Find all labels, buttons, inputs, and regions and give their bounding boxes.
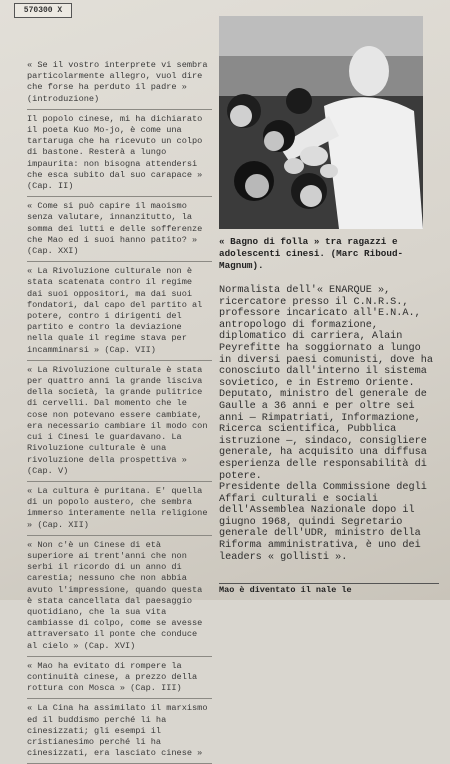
quote-item: « Mao ha evitato di rompere la continuità cinese, a prezzo della rottura con Mosca » (Cap. III): [27, 661, 212, 700]
bio-paragraph: Presidente della Commissione degli Affari culturali e sociali dell'Assemblea Nazionale dopo il giugno 1968, quindi Segretario generale dell'UDR, ministro della Riforma amministrativa, è uno dei leaders « gollisti ».: [219, 482, 427, 563]
photo-caption: « Bagno di folla » tra ragazzi e adolescenti cinesi. (Marc Riboud-Magnum).: [219, 236, 404, 271]
quotes-column: [27, 60, 212, 759]
quote-item: « La Rivoluzione culturale non è stata scatenata contro il regime dai suoi oppositori, ma dai suoi fondatori, dal capo del partito al potere, contro i dirigenti del partito e contro la deviazione nella quale il regime stava per incamminarsi » (Cap. VII): [27, 266, 212, 361]
quote-item: Il popolo cinese, mi ha dichiarato il poeta Kuo Mo-jo, è come una tartaruga che ha ricevuto un colpo di bastone. Resterà a lungo impaurita: non bisogna attendersi che esca subito dal suo carapace » (Cap. II): [27, 114, 212, 197]
quote-item: « Non c'è un Cinese di età superiore ai trent'anni che non serbi il ricordo di un anno di carestia; nessuno che non abbia avuto l'impressione, quando questa è stata cancellata dal paesaggio quotidiano, che la sua vita cambiasse di colpo, come se avesse attraversato il ponte che conduce al cielo » (Cap. XVI): [27, 540, 212, 657]
author-biography: [219, 285, 437, 577]
footer-fragment: Mao è diventato il nale le: [219, 583, 439, 595]
bio-paragraph: Deputato, ministro del generale de Gaulle a 36 anni e per oltre sei anni — Rimpatriati, Informazione, Ricerca scientifica, Pubblica istruzione —, sindaco, consigliere generale, ha acquisito una diffusa esperienza delle responsabilità di potere.: [219, 389, 427, 482]
crowd-photo: [219, 16, 423, 229]
quote-item: « Se il vostro interprete vi sembra particolarmente allegro, vuol dire che forse ha perduto il padre » (introduzione): [27, 60, 212, 110]
quote-item: « La Cina ha assimilato il marxismo ed il buddismo perché li ha cinesizzati; gli esempi il cristianesimo perché li ha cinesizzati, era lasciato cinese »: [27, 703, 212, 764]
catalog-code-label: 570300 X: [14, 3, 72, 18]
quote-item: « La Rivoluzione culturale è stata per quattro anni la grande lisciva della società, la grande pulitrice di cervelli. Dal momento che le cose non potevano essere cambiate, era necessario cambiare il modo con cui i Cinesi le guardavano. La Rivoluzione culturale è una rivoluzione della prospettiva » (Cap. V): [27, 365, 212, 482]
quote-item: « La cultura è puritana. E' quella di un popolo austero, che sembra immerso interamente nella religione » (Cap. XII): [27, 486, 212, 536]
bio-paragraph: Normalista dell'« ENARQUE », ricercatore presso il C.N.R.S., professore incaricato all'E.N.A., antropologo di formazione, diplomatico di carriera, Alain Peyrefitte ha soggiornato a lungo in diversi paesi comunisti, dove ha conosciuto dall'interno il sistema sovietico, e in Estremo Oriente.: [219, 285, 433, 389]
quote-item: « Come si può capire il maoismo senza valutare, innanzitutto, la somma dei lutti e delle sofferenze che Mao ed i suoi hanno patito? » (Cap. XXI): [27, 201, 212, 262]
